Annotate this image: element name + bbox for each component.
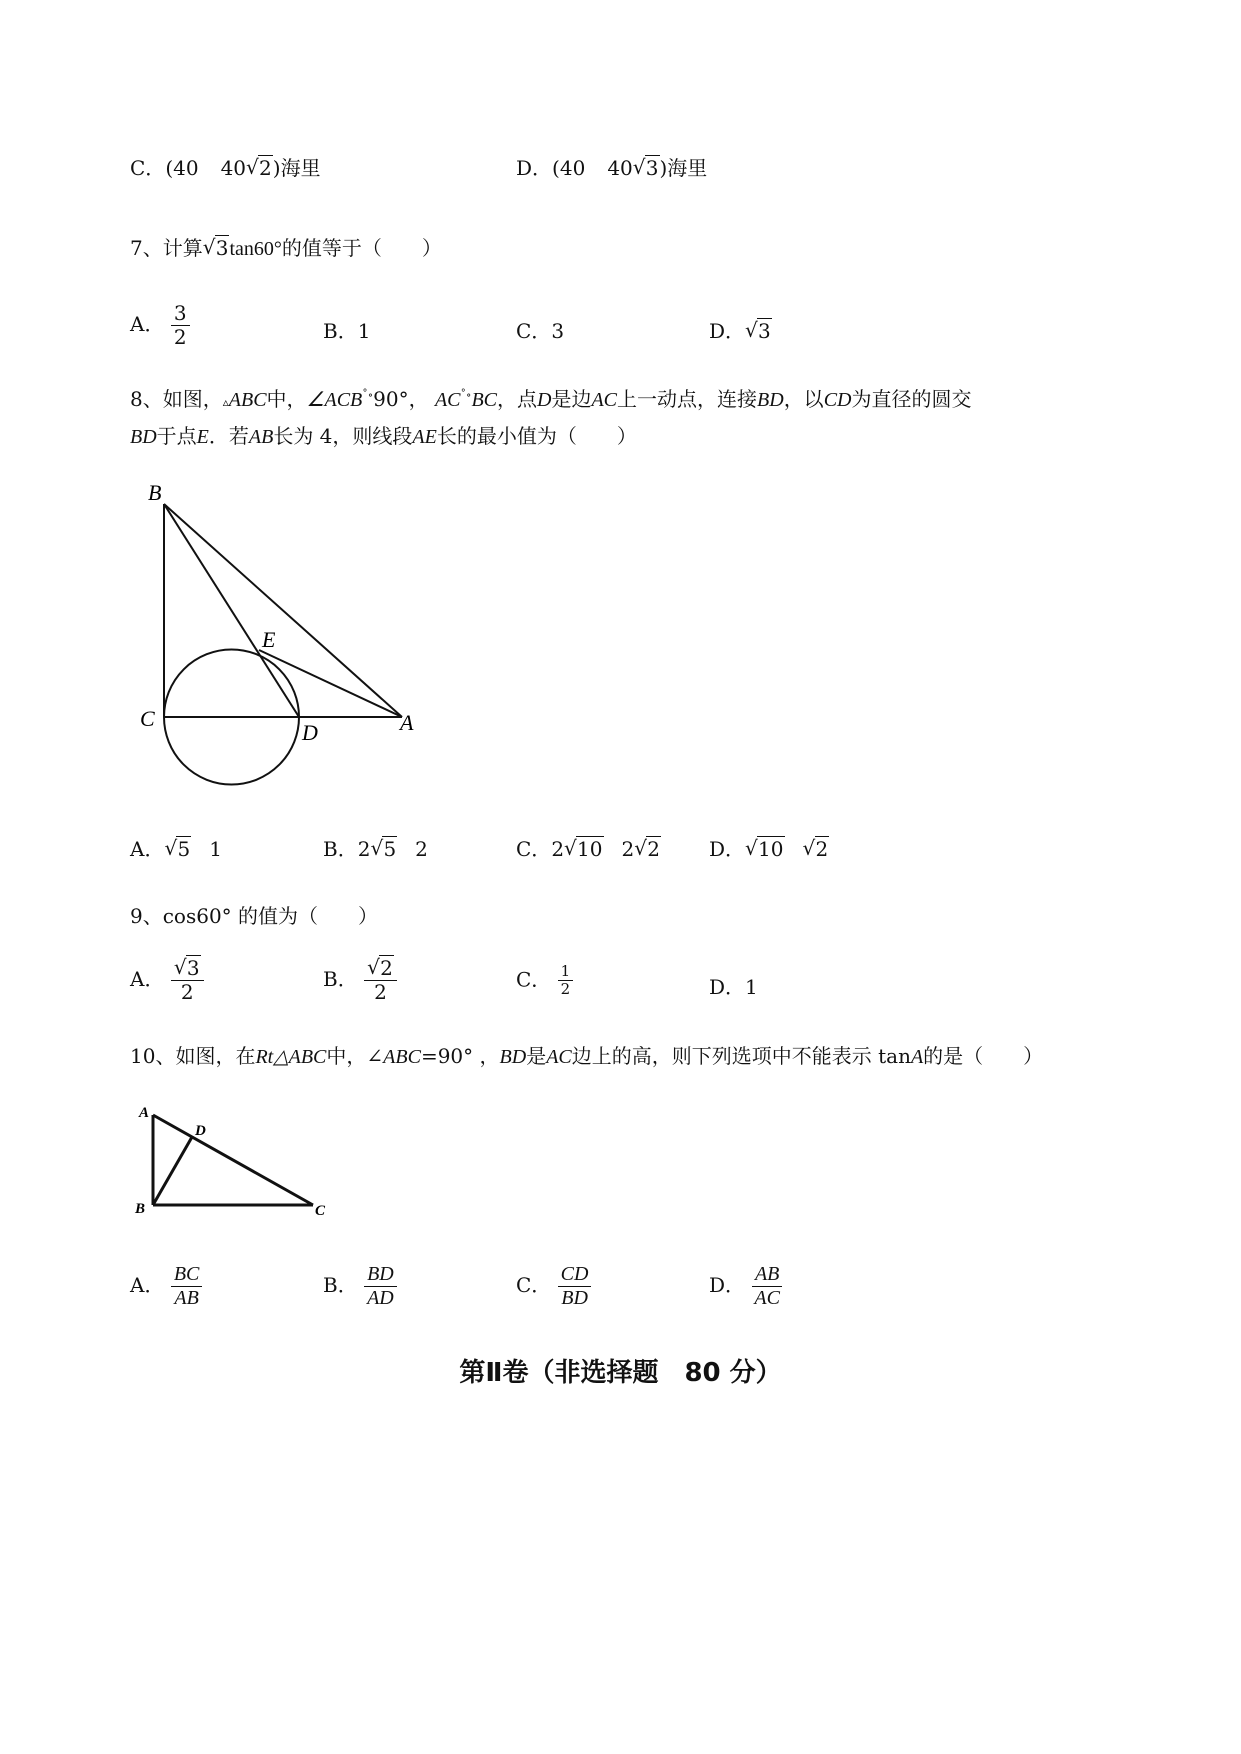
q10-option-c[interactable]: C． $\frac{CD}{BD}$: [516, 1263, 591, 1310]
q9-option-c[interactable]: C． $\frac{1}{2}$: [516, 963, 573, 999]
question-7: 7、计算√ 3tan60°的值等于（ ）: [130, 232, 442, 261]
svg-text:B: B: [148, 480, 162, 505]
q10-option-b[interactable]: B． $\frac{BD}{AD}$: [323, 1263, 397, 1310]
svg-text:A: A: [400, 710, 414, 735]
fraction: $\frac{BD}{AD}$: [364, 1263, 397, 1310]
svg-text:B: B: [135, 1201, 146, 1217]
q8-option-d[interactable]: D．√ 10√ 2: [709, 833, 829, 862]
radical: √ 10: [564, 837, 603, 861]
fraction: $\frac{AB}{AC}$: [751, 1263, 783, 1310]
fraction: √ $\frac{2}{2}$: [364, 957, 397, 1004]
fraction: $\frac{BC}{AB}$: [171, 1263, 203, 1310]
svg-text:D: D: [302, 720, 318, 745]
q9-option-d[interactable]: D．1: [709, 975, 758, 999]
svg-text:C: C: [140, 706, 155, 731]
q7-option-b[interactable]: B．1: [323, 319, 371, 343]
radical: √ 3: [633, 156, 660, 180]
q6-option-d[interactable]: D．(40 40√ 3)海里: [516, 152, 707, 181]
q8-option-c[interactable]: C．2√ 10 2√ 2: [516, 833, 661, 862]
svg-text:C: C: [315, 1203, 326, 1219]
fraction: $\frac{CD}{BD}$: [558, 1263, 592, 1310]
radical: √ 3: [745, 319, 772, 343]
q10-option-a[interactable]: A． $\frac{BC}{AB}$: [130, 1263, 202, 1310]
question-8-line-2: BD于点E．若AB长为 4，则线段AE长的最小值为（ ）: [130, 424, 637, 448]
radical: √ 3: [203, 236, 230, 260]
q6-option-c[interactable]: C．(40 40√ 2)海里: [130, 152, 321, 181]
fraction: $\frac{1}{2}$: [558, 963, 574, 999]
section-title: 第Ⅱ卷（非选择题 80 分）: [459, 1358, 782, 1388]
q8-option-a[interactable]: A．√ 5 1: [130, 833, 222, 862]
radical: √ 2: [803, 837, 830, 861]
svg-text:D: D: [195, 1123, 206, 1139]
svg-text:E: E: [262, 627, 276, 652]
q9-option-b[interactable]: B． √ $\frac{2}{2}$: [323, 957, 397, 1004]
q7-option-a[interactable]: A． $\frac{3}{2}$: [130, 302, 190, 349]
question-10: 10、如图，在Rt△ABC中，∠ABC=90° ，BD是AC边上的高，则下列选项中不能表示 tanA的是（ ）: [130, 1044, 1044, 1068]
radical: √ 2: [634, 837, 661, 861]
radical: √ 5: [164, 837, 191, 861]
q10-figure: [125, 1095, 345, 1230]
question-9: 9、cos60° 的值为（ ）: [130, 904, 379, 928]
radical: √ 5: [370, 837, 397, 861]
q7-option-d[interactable]: D．√ 3: [709, 315, 772, 344]
q10-option-d[interactable]: D． $\frac{AB}{AC}$: [709, 1263, 783, 1310]
fraction: √ $\frac{3}{2}$: [171, 957, 204, 1004]
radical: √ 10: [745, 837, 784, 861]
q8-figure: [120, 470, 440, 790]
q7-option-c[interactable]: C．3: [516, 319, 565, 343]
radical: √ 2: [246, 156, 273, 180]
q9-option-a[interactable]: A． √ $\frac{3}{2}$: [130, 957, 204, 1004]
question-8-line-1: 8、如图，▵ABC中，∠ACB˚∘90°， AC˚∘BC，点D是边AC上一动点，连接BD，以CD为直径的圆交: [130, 387, 972, 411]
svg-text:A: A: [139, 1105, 150, 1121]
fraction: $\frac{3}{2}$: [171, 302, 190, 349]
q8-option-b[interactable]: B．2√ 5 2: [323, 833, 428, 862]
